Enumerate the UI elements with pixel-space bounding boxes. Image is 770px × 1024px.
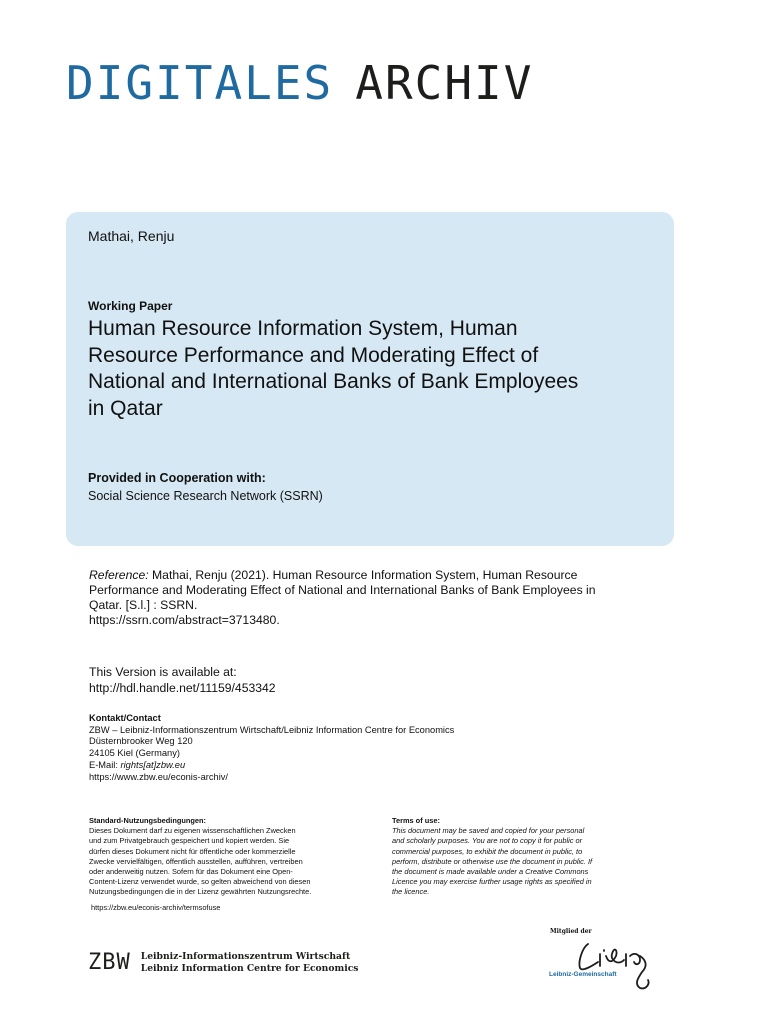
leibniz-member-label: Mitglied der <box>550 928 592 935</box>
terms-line: Dieses Dokument darf zu eigenen wissenschaftlichen Zwecken <box>89 826 296 836</box>
contact-web-link[interactable]: https://www.zbw.eu/econis-archiv/ <box>89 771 228 782</box>
paper-title <box>88 316 648 422</box>
digitales-archiv-logo <box>66 58 533 108</box>
zbw-name <box>141 951 359 975</box>
reference-line: Performance and Moderating Effect of National and International Banks of Bank Employees in <box>89 583 596 597</box>
reference-line: Qatar. [S.l.] : SSRN. <box>89 598 198 612</box>
terms-english <box>392 816 654 898</box>
terms-line: und zum Privatgebrauch gespeichert und kopiert werden. Sie <box>89 836 290 846</box>
version-link[interactable]: http://hdl.handle.net/11159/453342 <box>89 681 276 695</box>
reference <box>89 568 649 628</box>
terms-line: Content-Lizenz verwendet wurde, so gelten abweichend von diesen <box>89 877 311 887</box>
zbw-name-de: Leibniz-Informationszentrum Wirtschaft <box>140 950 351 962</box>
title-line: Resource Performance and Moderating Effect of <box>88 343 539 367</box>
reference-link[interactable]: https://ssrn.com/abstract=3713480. <box>89 613 280 627</box>
leibniz-logo <box>548 926 658 996</box>
terms-english-heading: Terms of use: <box>392 816 440 825</box>
logo-part1: DIGITALES <box>66 56 334 110</box>
terms-line: commercial purposes, to exhibit the document in public, to <box>392 846 583 856</box>
title-line: in Qatar <box>88 396 163 420</box>
version-label: This Version is available at: <box>89 665 237 679</box>
terms-line: oder anderweitig nutzen. Sofern für das Dokument eine Open- <box>89 867 293 877</box>
terms-line: Nutzungsbedingungen die in der Lizenz gewährten Nutzungsrechte. <box>89 887 312 897</box>
terms-line: the licence. <box>392 887 430 897</box>
email-link[interactable]: rights[at]zbw.eu <box>120 759 186 770</box>
reference-label: Reference: <box>89 568 149 582</box>
contact-heading: Kontakt/Contact <box>89 713 161 723</box>
zbw-name-en: Leibniz Information Centre for Economics <box>140 962 359 974</box>
title-line: Human Resource Information System, Human <box>88 317 518 340</box>
logo-part2: ARCHIV <box>355 56 534 110</box>
email-label: E-Mail: <box>89 759 121 770</box>
terms-line: and scholarly purposes. You are not to copy it for public or <box>392 836 583 846</box>
contact-block <box>89 713 454 783</box>
terms-german-heading: Standard-Nutzungsbedingungen: <box>89 816 207 825</box>
title-line: National and International Banks of Bank Employees <box>88 370 579 393</box>
terms-line: the document is made available under a Creative Commons <box>392 867 589 877</box>
contact-line: 24105 Kiel (Germany) <box>89 748 180 759</box>
contact-line: ZBW – Leibniz-Informationszentrum Wirtschaft/Leibniz Information Centre for Economics <box>89 724 455 735</box>
cooperation-org: Social Science Research Network (SSRN) <box>88 489 323 503</box>
terms-line: dürfen dieses Dokument nicht für öffentliche oder kommerzielle <box>89 846 296 856</box>
version-info <box>89 664 276 696</box>
contact-line: Düsternbrooker Weg 120 <box>89 736 193 747</box>
terms-german <box>89 816 374 898</box>
cooperation-heading: Provided in Cooperation with: <box>88 471 266 485</box>
zbw-mark: ZBW <box>88 950 131 975</box>
zbw-logo <box>88 950 358 975</box>
paper-type: Working Paper <box>88 299 173 313</box>
terms-line: Licence you may exercise further usage rights as specified in <box>392 877 592 887</box>
document-info-card <box>66 212 674 546</box>
terms-line: This document may be saved and copied for your personal <box>392 826 585 836</box>
terms-line: Zwecke vervielfältigen, öffentlich ausstellen, aufführen, vertreiben <box>89 856 303 866</box>
terms-url-link[interactable]: https://zbw.eu/econis-archiv/termsofuse <box>91 903 221 912</box>
leibniz-group-label: Leibniz-Gemeinschaft <box>549 971 617 978</box>
author: Mathai, Renju <box>88 228 175 244</box>
terms-line: perform, distribute or otherwise use the document in public. If <box>392 856 593 866</box>
reference-text: Mathai, Renju (2021). Human Resource Information System, Human Resource <box>148 568 578 582</box>
leibniz-signature-icon <box>548 926 658 996</box>
